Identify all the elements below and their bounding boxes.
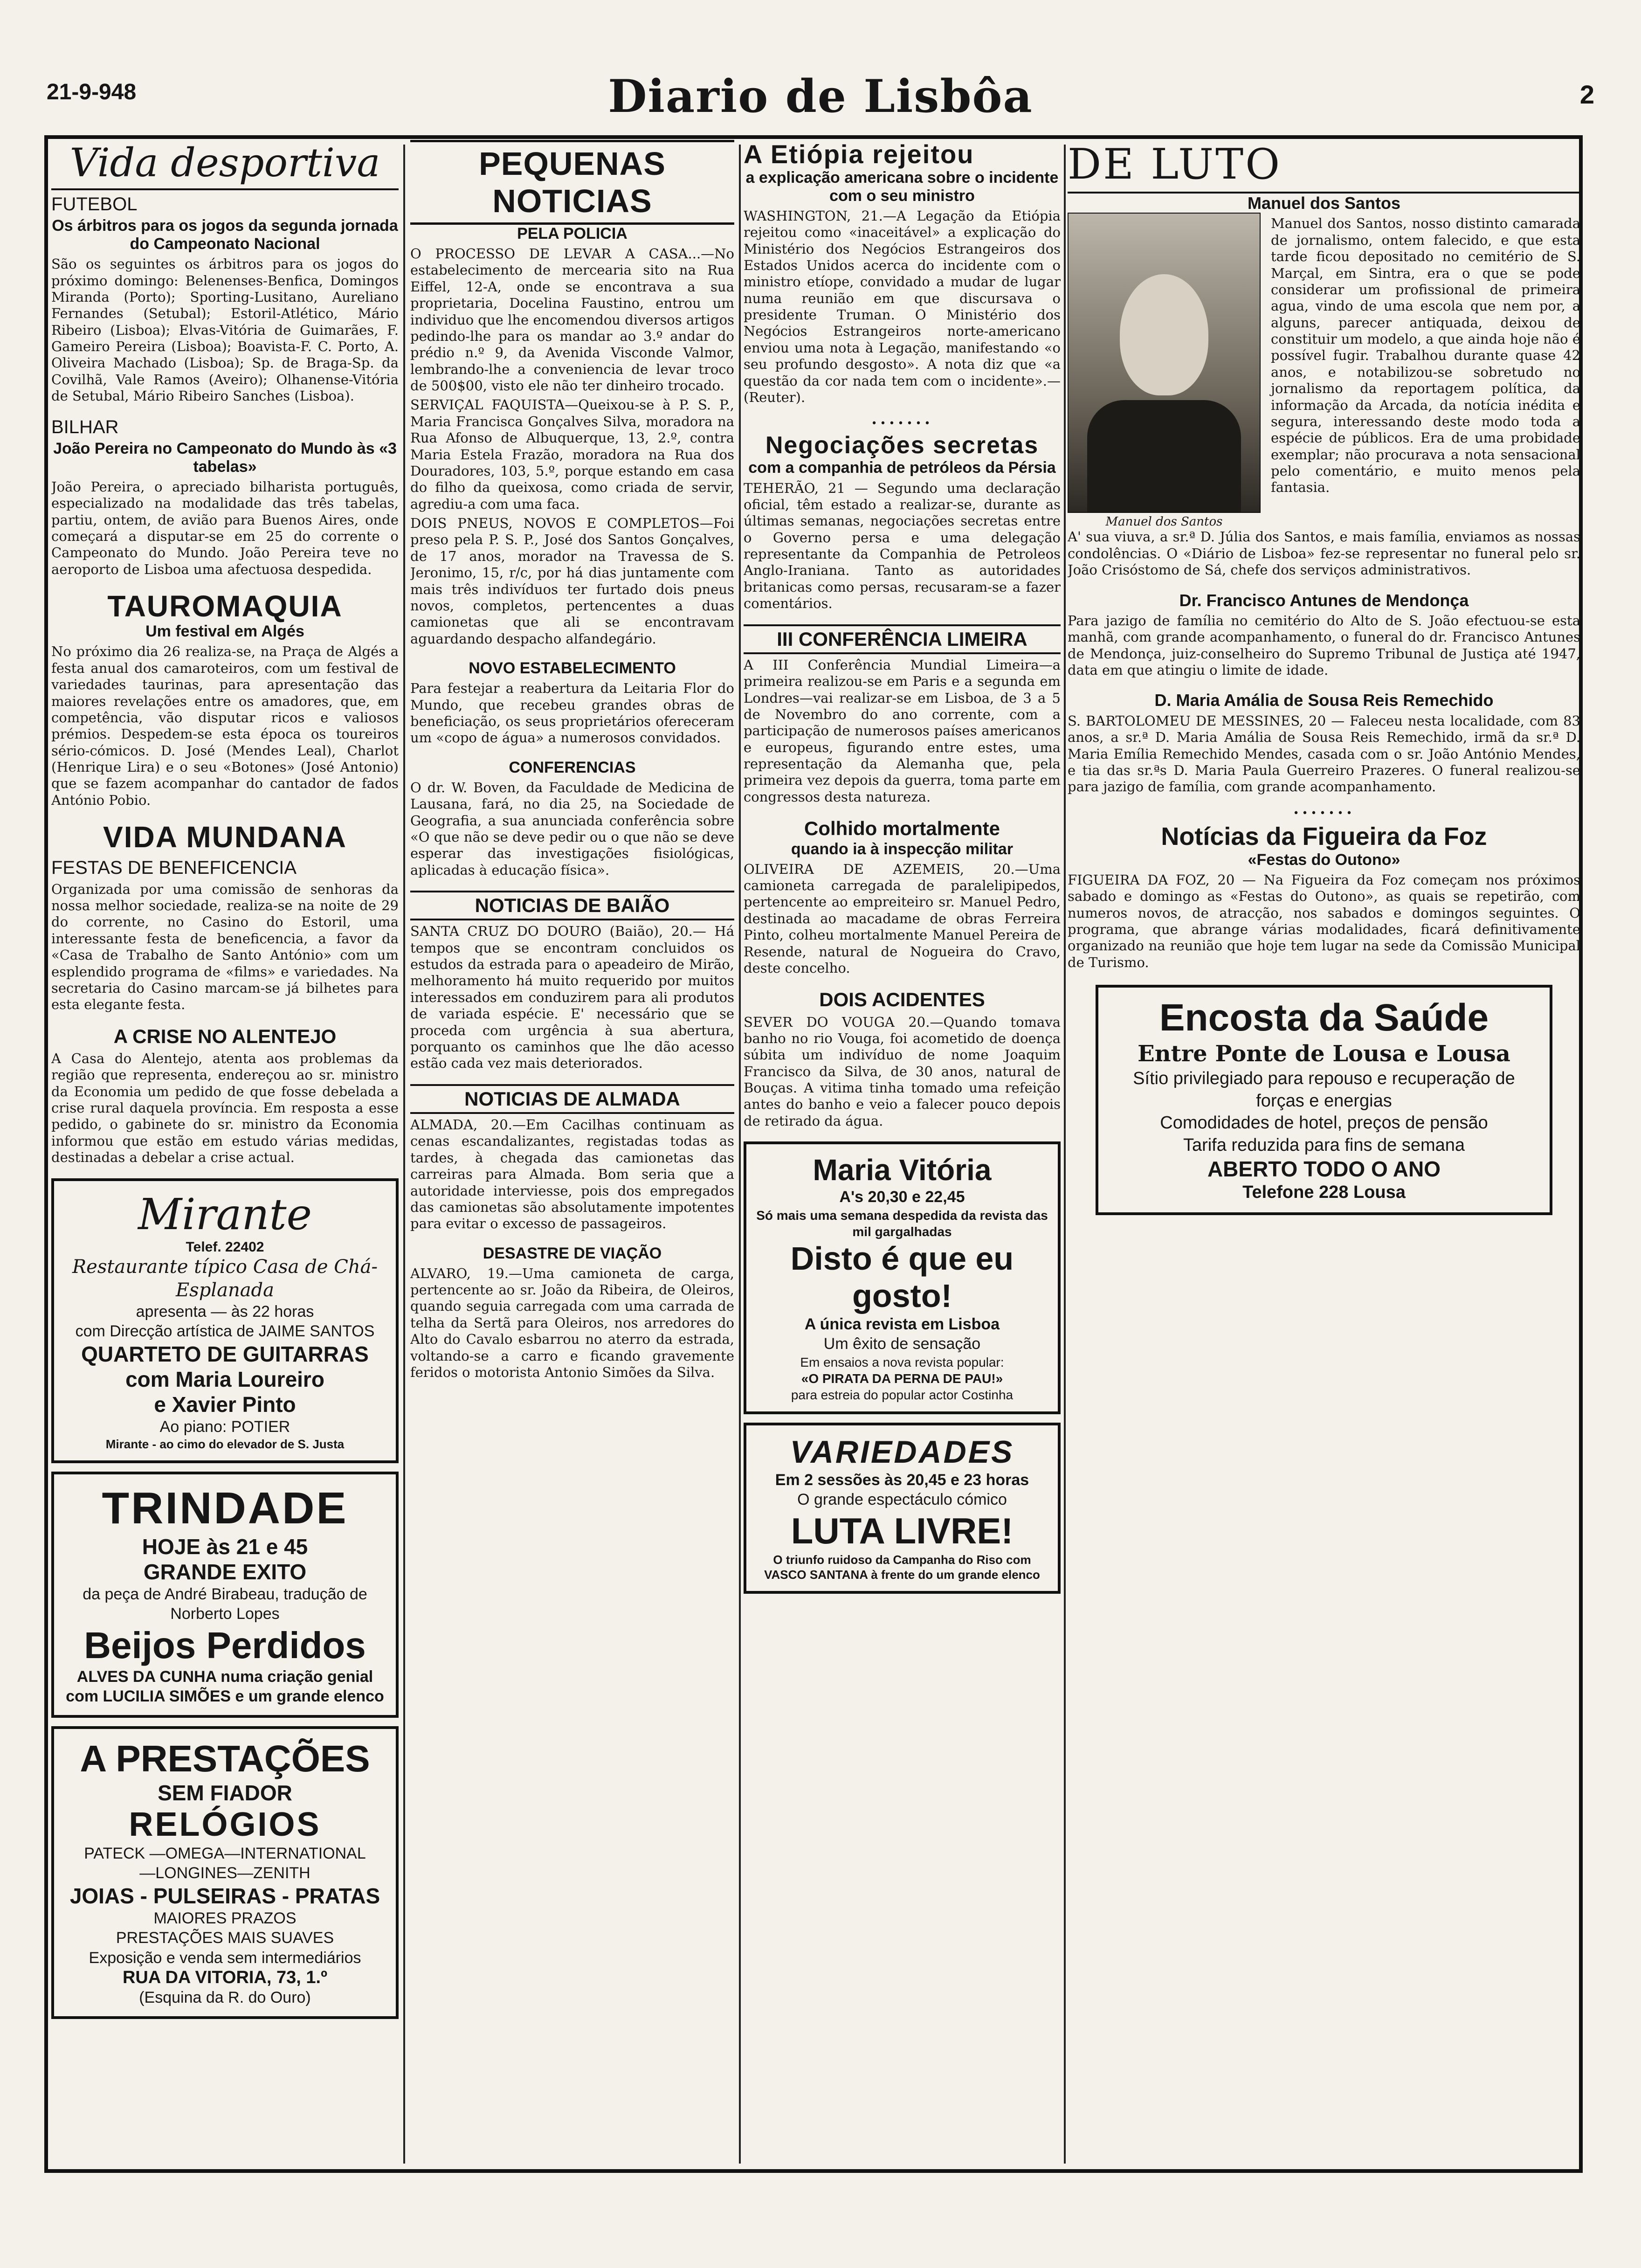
column-international bbox=[744, 140, 1061, 2168]
column-rule bbox=[1064, 145, 1066, 2164]
article-headline: Colhido mortalmente bbox=[804, 817, 1000, 840]
article-body: TEHERÃO, 21 — Segundo uma declaração oficial, têm estado a realizar-se, durante as últimas semanas, negociações secretas entre o Governo persa e uma delegação representante da Companhia de Petroleos Anglo-Iraniana. Tanto as autoridades britanicas como persas, recusaram-se a fazer comentários. bbox=[744, 480, 1061, 612]
ad-trindade bbox=[51, 1472, 399, 1718]
article-body: A Casa do Alentejo, atenta aos problemas da região que representa, endereçou ao sr. ministro da Economia um pedido de que fosse debelada a crise rural daquela província. Em resposta a esse pedido, o gabinete do sr. ministro da Economia informou que estão em estudo várias medidas, destinadas a debelar a crise actual. bbox=[51, 1050, 399, 1166]
ad-line: da peça de André Birabeau, tradução de Norberto Lopes bbox=[83, 1585, 367, 1623]
ad-line: Tarifa reduzida para fins de semana bbox=[1183, 1135, 1465, 1155]
ad-line: para estreia do popular actor Costinha bbox=[791, 1387, 1014, 1402]
ad-line: A única revista em Lisboa bbox=[804, 1315, 1000, 1333]
column-rule bbox=[739, 145, 741, 2164]
article-novo-estabelecimento bbox=[410, 659, 734, 747]
newspaper-title: Diario de Lisbôa bbox=[608, 70, 1033, 123]
ad-variedades bbox=[744, 1423, 1061, 1594]
ad-line: O grande espectáculo cómico bbox=[797, 1491, 1007, 1509]
portrait-photo bbox=[1068, 213, 1261, 513]
article-headline: D. Maria Amália de Sousa Reis Remechido bbox=[1154, 691, 1494, 710]
article-headline: Um festival em Algés bbox=[145, 622, 304, 641]
article-body: São os seguintes os árbitros para os jogos do próximo domingo: Belenenses-Benfica, Domingos Miranda (Porto); Sporting-Lusitano, Aureliano Fernandes (Setubal); Estoril-Atlético, Mário Ribeiro (Lisboa); Elvas-Vitória de Guimarães, F. Gameiro Pereira (Lisboa); Boavista-F. C. Porto, A. Oliveira Machado (Lisboa); Sp. de Braga-Sp. da Covilhã, Vale Ramos (Aveiro); Olhanense-Vitória de Setubal, Mário Ribeiro Sanches (Lisboa). bbox=[51, 256, 399, 404]
divider: ••••••• bbox=[871, 418, 933, 430]
ad-maria-vitoria bbox=[744, 1141, 1061, 1414]
article-negociacoes bbox=[744, 432, 1061, 612]
article-body: SEVER DO VOUGA 20.—Quando tomava banho no rio Vouga, foi acometido de doença súbita um indivíduo de nome Joaquim Francisco da Silva, de 30 anos, natural de Bouças. A vitima tinha tomado uma refeição antes do banho e veio a falecer pouco depois de retirado da água. bbox=[744, 1014, 1061, 1129]
masthead bbox=[47, 70, 1594, 126]
ad-show-title: LUTA LIVRE! bbox=[791, 1510, 1014, 1551]
article-body: O dr. W. Boven, da Faculdade de Medicina de Lausana, fará, no dia 25, na Sociedade de Geografia, a sua anunciada conferência sobre «O que não se deve pedir ou o que não se deve esperar das investigações fisiológicas, aplicadas à educação física». bbox=[410, 779, 734, 878]
article-body: DOIS PNEUS, NOVOS E COMPLETOS—Foi preso pela P. S. P., José dos Santos Gonçalves, de 17 anos, morador na Travessa de S. Jeronimo, 15, r/c, por há dias juntamente com mais três indivíduos ter furtado dois pneus novos, completos, pertencentes a duas camionetas que ali se encontravam aguardando despacho alfandegário. bbox=[410, 515, 734, 647]
article-body: ALMADA, 20.—Em Cacilhas continuam as cenas escandalizantes, registadas todas as tardes, à chegada das camionetas das carreiras para Almada. Bom seria que a autoridade interviesse, pois dos empregados das camionetas são absolutamente impotentes para evitar o excesso de passageiros. bbox=[410, 1117, 734, 1232]
article-body: WASHINGTON, 21.—A Legação da Etiópia rejeitou como «inaceitável» a explicação do Ministério dos Negócios Estrangeiros dos Estados Unidos acerca do incidente com o ministro etíope, convidado a mudar de lugar numa reunião em que discursava o presidente Truman. O Ministério dos Negócios Estrangeiros norte-americano enviou uma nota à Legação, manifestando «o seu profundo desgosto». A nota diz que «a questão da cor nada tem com o incidente».—(Reuter). bbox=[744, 207, 1061, 405]
ad-line: Em ensaios a nova revista popular: bbox=[800, 1355, 1004, 1369]
ad-line: ABERTO TODO O ANO bbox=[1207, 1157, 1441, 1182]
article-body: O PROCESSO DE LEVAR A CASA...—No estabelecimento de mercearia sito na Rua Eiffel, 12-A, onde se encontrava a sua proprietaria, Docelina Faustino, entrou um individuo que lhe encomendou diversos artigos pedindo-lhe para os mandar ao 3.º andar do prédio n.º 9, da Avenida Visconde Valmor, lembrando-lhe a conveniencia de levar troco de 500$00, visto ele não ter dinheiro trocado. bbox=[410, 246, 734, 394]
article-crise-alentejo bbox=[51, 1025, 399, 1166]
ad-line: (Esquina da R. do Ouro) bbox=[139, 1989, 311, 2007]
article-subheadline: a explicação americana sobre o incidente com o seu ministro bbox=[745, 168, 1059, 205]
ad-line: O triunfo ruidoso da Campanha do Riso com VASCO SANTANA à frente do um grande elenco bbox=[764, 1552, 1040, 1582]
article-body: Para festejar a reabertura da Leitaria Flor do Mundo, que recebeu grandes obras de beneficiação, os seus proprietários ofereceram um «copo de água» a numerosos convidados. bbox=[410, 680, 734, 746]
article-vida-mundana bbox=[51, 821, 399, 1013]
article-body: No próximo dia 26 realiza-se, na Praça de Algés a festa anual dos camaroteiros, com um festival de variedades taurinas, para apresentação das maiores revelações entre os amadores, que, em competência, vão disputar ricos e valiosos prémios. Despedem-se esta época os toureiros sério-cómicos. D. José (Mendes Leal), Charlot (Henrique Lira) e o seu «Botones» (José Antonio) que se fazem acompanhar do cantador de fados António Pobio. bbox=[51, 643, 399, 808]
ad-line: com LUCILIA SIMÕES e um grande elenco bbox=[66, 1687, 384, 1706]
ad-title: Mirante bbox=[138, 1189, 312, 1239]
ad-line: HOJE às 21 e 45 bbox=[142, 1534, 308, 1559]
ad-title: Maria Vitória bbox=[813, 1153, 992, 1187]
article-conferencia-limeira bbox=[744, 624, 1061, 806]
article-tauromaquia bbox=[51, 590, 399, 809]
article-body: FIGUEIRA DA FOZ, 20 — Na Figueira da Foz começam nos próximos sabado e domingo as «Festas do Outono», as quais se repetirão, com numeros novos, de atracção, nos sabados e domingos seguintes. O programa, que abrange várias modalidades, ficará definitivamente organizado na reunião que hoje tem lugar na sede da Comissão Municipal de Turismo. bbox=[1068, 871, 1580, 970]
article-body: S. BARTOLOMEU DE MESSINES, 20 — Faleceu nesta localidade, com 83 anos, a sr.ª D. Maria Amália de Sousa Reis Remechido, irmã da sr.ª D. Maria Emília Remechido Mendes, casada com o sr. João António Mendes, e tia das sr.ªs D. Maria Paula Guerreiro Prazeres. O funeral realizou-se para jazigo de família, com grande acompanhamento. bbox=[1068, 712, 1580, 795]
article-subheadline: com a companhia de petróleos da Pérsia bbox=[748, 459, 1056, 477]
article-headline: III CONFERÊNCIA LIMEIRA bbox=[744, 624, 1061, 654]
article-body: João Pereira, o apreciado bilharista português, especializado na modalidade das três tabelas, partiu, ontem, de avião para Buenos Aires, onde começará a disputar-se em 25 do corrente o Campeonato do Mundo. João Pereira teve no aeroporto de Lisboa uma afectuosa despedida. bbox=[51, 478, 399, 577]
ad-line: com Direcção artística de JAIME SANTOS bbox=[75, 1322, 375, 1341]
ad-phone: Telef. 22402 bbox=[186, 1239, 264, 1255]
ad-title: A PRESTAÇÕES bbox=[80, 1737, 370, 1779]
ad-line: com Maria Loureiro bbox=[125, 1367, 324, 1391]
section-heading: TAUROMAQUIA bbox=[107, 589, 343, 623]
ad-title: TRINDADE bbox=[102, 1483, 348, 1533]
article-remechido bbox=[1068, 691, 1580, 795]
article-body: ALVARO, 19.—Uma camioneta de carga, pertencente ao sr. João da Ribeira, de Oleiros, quando seguia carregada com uma carrada de telha da Sertã para Oleiros, nos arredores do Alto do Cavalo esbarrou no aterro da estrada, voltando-se a carro e ficando gravemente feridos o motorista Antonio Simões da Silva. bbox=[410, 1265, 734, 1380]
ad-line: «O PIRATA DA PERNA DE PAU!» bbox=[801, 1371, 1003, 1386]
article-body: SERVIÇAL FAQUISTA—Queixou-se à P. S. P., Maria Francisca Gonçalves Silva, moradora na Rua Afonso de Albuquerque, 13, 2.º, contra Maria Estela Frazão, moradora na Rua dos Douradores, 103, 5.º, porque estando em casa do filho da queixosa, como criada de servir, agrediu-a com uma faca. bbox=[410, 397, 734, 512]
article-dois-acidentes bbox=[744, 989, 1061, 1129]
article-body: A III Conferência Mundial Limeira—a primeira realizou-se em Paris e a segunda em Londres—vai realizar-se em Lisboa, de 3 a 5 de Novembro do ano corrente, com a participação de numerosos países americanos e europeus, figurando entre estes, uma representação da Alemanha que, pela primeira vez depois da guerra, toma parte em congressos desta natureza. bbox=[744, 657, 1061, 805]
ad-line: Mirante - ao cimo do elevador de S. Justa bbox=[105, 1437, 345, 1452]
article-desastre-viacao bbox=[410, 1245, 734, 1381]
ad-line: Ao piano: POTIER bbox=[159, 1418, 290, 1436]
section-heading: DESASTRE DE VIAÇÃO bbox=[483, 1244, 662, 1262]
ad-line: ALVES DA CUNHA numa criação genial bbox=[76, 1667, 373, 1686]
ad-line: PATECK —OMEGA—INTERNATIONAL bbox=[84, 1844, 366, 1862]
article-baiao bbox=[410, 891, 734, 1072]
article-body: A' sua viuva, a sr.ª D. Júlia dos Santos, e mais família, enviamos as nossas condolências. O «Diário de Lisboa» fez-se representar no funeral pelo sr. João Crisóstomo de Sá, chefe dos serviços administrativos. bbox=[1068, 529, 1580, 578]
article-headline: Os árbitros para os jogos da segunda jornada do Campeonato Nacional bbox=[52, 217, 398, 253]
ad-line: Comodidades de hotel, preços de pensão bbox=[1160, 1113, 1488, 1133]
section-title-pequenas-noticias: PEQUENAS NOTICIAS bbox=[410, 140, 734, 225]
ad-line: QUARTETO DE GUITARRAS bbox=[81, 1341, 369, 1366]
article-headline: Negociações secretas bbox=[765, 432, 1039, 459]
ad-line: Um êxito de sensação bbox=[823, 1335, 981, 1353]
ad-prestacoes bbox=[51, 1726, 399, 2019]
article-futebol bbox=[51, 194, 399, 405]
portrait-photo-block bbox=[1068, 213, 1261, 529]
article-headline: DOIS ACIDENTES bbox=[819, 989, 985, 1011]
ad-line: Em 2 sessões às 20,45 e 23 horas bbox=[775, 1471, 1029, 1489]
column-rule bbox=[403, 145, 405, 2164]
article-headline: CONFERENCIAS bbox=[509, 758, 636, 776]
article-kicker: FESTAS DE BENEFICENCIA bbox=[51, 857, 297, 878]
ad-show-title: Disto é que eu gosto! bbox=[790, 1240, 1014, 1314]
article-almada bbox=[410, 1084, 734, 1232]
article-headline: A Etiópia rejeitou bbox=[744, 140, 974, 169]
column-de-luto bbox=[1068, 140, 1580, 2168]
article-mendonca bbox=[1068, 591, 1580, 679]
article-etiopia bbox=[744, 140, 1061, 406]
article-subheadline: «Festas do Outono» bbox=[1248, 850, 1400, 869]
ad-line: Sítio privilegiado para repouso e recuperação de forças e energias bbox=[1133, 1069, 1515, 1111]
article-policia bbox=[410, 225, 734, 647]
article-headline: NOVO ESTABELECIMENTO bbox=[469, 659, 676, 678]
ad-line: RUA DA VITORIA, 73, 1.º bbox=[122, 1968, 327, 1988]
article-body: OLIVEIRA DE AZEMEIS, 20.—Uma camioneta carregada de paralelipipedos, pertencente ao empreiteiro sr. Manuel Pedro, destinada ao macadame de obras Ferreira Pinto, colheu mortalmente Manuel Pereira de Resende, natural de Nogueira do Cravo, deste concelho. bbox=[744, 861, 1061, 976]
section-title-vida-desportiva: Vida desportiva bbox=[51, 140, 399, 190]
article-bilhar bbox=[51, 417, 399, 578]
article-body: Organizada por uma comissão de senhoras da nossa melhor sociedade, realiza-se na noite de 29 do corrente, no Casino do Estoril, uma interessante festa de beneficencia, a favor da «Casa de Trabalho de Santo António» com um esplendido programa de «films» e variedades. Na secretaria do Casino marcam-se já bilhetes para esta elegante festa. bbox=[51, 881, 399, 1013]
ad-line: —LONGINES—ZENITH bbox=[139, 1864, 310, 1882]
divider: ••••••• bbox=[1293, 807, 1355, 819]
page-number: 2 bbox=[1579, 80, 1594, 109]
ad-subtitle: Restaurante típico Casa de Chá-Esplanada bbox=[72, 1256, 378, 1301]
article-figueira-da-foz bbox=[1068, 822, 1580, 971]
ad-encosta-da-saude bbox=[1096, 985, 1552, 1215]
photo-caption: Manuel dos Santos bbox=[1105, 515, 1223, 529]
article-conferencias bbox=[410, 759, 734, 878]
article-body: SANTA CRUZ DO DOURO (Baião), 20.— Há tempos que se encontram concluidos os estudos da estrada para o apeadeiro de Mirão, melhoramento há muito requerido por muitos interessados em conduzirem para ali produtos de variada espécie. E' necessário que se proceda com urgência à sua abertura, porquanto os caminhos que lhe dão acesso estão cada vez mais deteriorados. bbox=[410, 923, 734, 1072]
ad-line: GRANDE EXITO bbox=[143, 1559, 307, 1584]
ad-title: VARIEDADES bbox=[790, 1434, 1014, 1470]
section-heading: VIDA MUNDANA bbox=[103, 820, 347, 854]
ad-line: Exposição e venda sem intermediários bbox=[89, 1949, 361, 1967]
ad-play-title: Beijos Perdidos bbox=[84, 1624, 366, 1666]
ad-line: apresenta — às 22 horas bbox=[136, 1302, 314, 1321]
ad-title: Encosta da Saúde bbox=[1159, 996, 1489, 1039]
ad-line: e Xavier Pinto bbox=[154, 1392, 296, 1417]
section-heading: NOTICIAS DE BAIÃO bbox=[410, 891, 734, 920]
ad-line: RELÓGIOS bbox=[129, 1805, 321, 1843]
section-heading: A CRISE NO ALENTEJO bbox=[113, 1025, 337, 1047]
column-pequenas-noticias bbox=[410, 140, 734, 2168]
article-body: Para jazigo de família no cemitério do Alto de S. João efectuou-se esta manhã, com grande acompanhamento, o funeral do dr. Francisco Antunes de Mendonça, juiz-conselheiro do Supremo Tribunal de Justiça até 1947, data em que atingiu o limite de idade. bbox=[1068, 612, 1580, 678]
article-kicker: FUTEBOL bbox=[51, 194, 138, 214]
article-subheadline: quando ia à inspecção militar bbox=[791, 840, 1014, 858]
article-headline: PELA POLICIA bbox=[517, 225, 627, 242]
article-headline: Manuel dos Santos bbox=[1247, 194, 1401, 213]
ad-mirante bbox=[51, 1178, 399, 1463]
article-colhido-mortalmente bbox=[744, 817, 1061, 976]
ad-line: JOIAS - PULSEIRAS - PRATAS bbox=[69, 1883, 380, 1908]
ad-line: PRESTAÇÕES MAIS SUAVES bbox=[116, 1929, 334, 1947]
ad-line: MAIORES PRAZOS bbox=[153, 1909, 296, 1927]
ad-subtitle: Entre Ponte de Lousa e Lousa bbox=[1138, 1041, 1510, 1067]
article-body: Manuel dos Santos, nosso distinto camarada de jornalismo, ontem falecido, e que esta tarde ficou depositado no cemitério de S. Marçal, em Sintra, era o que se pode considerar um profissional de primeira agua, vindo de uma escola que nem por, a alguns, parecer antiquada, deixou de constituir um modelo, a que ainda hoje não é possível fugir. Trabalhou durante quase 42 anos, e notabilizou-se sobretudo no jornalismo da reportagem política, da informação da Arcada, da notícia inédita e segura, interessando deste modo toda a espécie de públicos. Era de uma probidade exemplar; não procurava a nota sensacional pelo comentário, e muito menos pela fantasia. bbox=[1271, 215, 1580, 496]
issue-date: 21-9-948 bbox=[47, 80, 137, 104]
ad-times: A's 20,30 e 22,45 bbox=[839, 1188, 965, 1206]
section-title-de-luto: DE LUTO bbox=[1068, 140, 1580, 194]
section-heading: NOTICIAS DE ALMADA bbox=[410, 1084, 734, 1114]
article-manuel-dos-santos bbox=[1068, 194, 1580, 579]
article-headline: Notícias da Figueira da Foz bbox=[1161, 822, 1487, 850]
ad-line: Só mais uma semana despedida da revista das mil gargalhadas bbox=[756, 1208, 1048, 1239]
article-headline: João Pereira no Campeonato do Mundo às «3 tabelas» bbox=[53, 439, 397, 476]
article-kicker: BILHAR bbox=[51, 416, 119, 437]
article-headline: Dr. Francisco Antunes de Mendonça bbox=[1179, 590, 1469, 610]
column-sports bbox=[51, 140, 399, 2168]
ad-line: Telefone 228 Lousa bbox=[1242, 1182, 1406, 1203]
ad-line: SEM FIADOR bbox=[158, 1780, 292, 1805]
